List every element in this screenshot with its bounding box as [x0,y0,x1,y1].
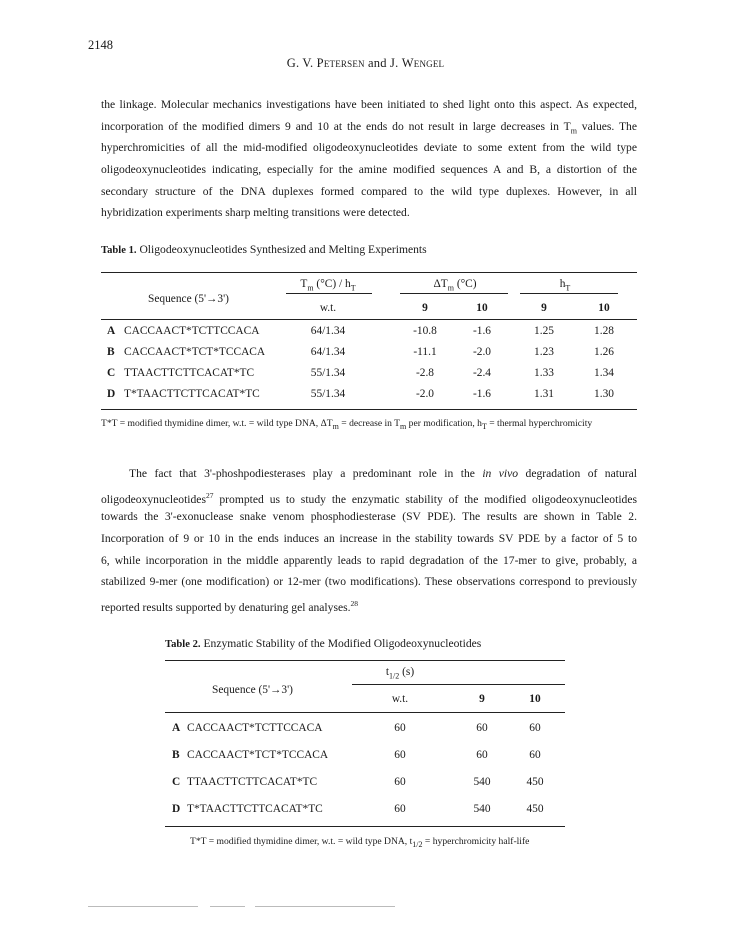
text-span: reported results supported by denaturing gel analyses. [101,600,351,614]
table-2-top-rule [165,660,565,661]
scan-artifact-line [88,906,198,907]
row-id: A [107,325,116,337]
table-2-bottom-rule [165,826,565,827]
row-sequence: CACCAACT*TCTTCCACA [187,722,323,734]
text-line [101,485,637,507]
text-span: values. The [576,119,637,133]
table-1-ht-header [525,278,605,292]
cell-dtm-10: -1.6 [472,388,492,400]
table-1-col-9: 9 [422,302,428,314]
table-1-top-rule [101,272,637,273]
header-text: ΔT [433,278,448,290]
cell-tm: 55/1.34 [310,388,346,400]
table-title: Enzymatic Stability of the Modified Oligodeoxynucleotides [203,637,482,650]
note-text: = hyperchromicity half-life [422,836,530,847]
cell-wt: 60 [394,749,406,761]
table-1-col-wt: w.t. [319,302,337,314]
row-id: C [172,776,181,788]
header-text: (°C) [453,278,477,290]
header-text: (s) [399,666,415,678]
subscript: 1/2 [412,839,423,849]
page-number: 2148 [88,38,113,52]
text-line: oligodeoxynucleotides indicating, especially for the amine modified sequences A and B, a distortion of the [101,163,637,177]
header-text: (°C) / h [313,278,351,290]
row-id: B [172,749,180,761]
cell-dtm-9: -2.8 [415,367,435,379]
cell-dtm-9: -2.0 [415,388,435,400]
subscript: m [400,421,407,431]
cell-h-9: 1.31 [534,388,554,400]
table-1-tm-header [285,278,371,292]
subscript: m [447,283,454,293]
reference-superscript: 28 [350,599,359,609]
cell-h-10: 1.26 [594,346,614,358]
text-line [101,463,637,485]
cell-tm: 55/1.34 [310,367,346,379]
cell-dtm-10: -2.4 [472,367,492,379]
row-id: D [172,803,181,815]
table-2-span-rule [352,684,565,685]
note-text: T*T = modified thymidine dimer, w.t. = wild type DNA, t [190,836,413,847]
table-title: Oligodeoxynucleotides Synthesized and Melting Experiments [139,243,427,256]
table-1-col-10: 10 [598,302,610,314]
table-label: Table 1. [101,245,137,256]
text-line: hyperchromicities of all the mid-modified oligodeoxynucleotides deviate to some extent from the wild type [101,141,637,155]
table-2-col-10: 10 [529,693,541,705]
subscript: m [332,421,339,431]
cell-9: 540 [473,803,491,815]
cell-dtm-10: -2.0 [472,346,492,358]
cell-10: 450 [526,803,544,815]
header-text: t [385,666,390,678]
text-line: secondary structure of the DNA duplexes formed compared to the wild type duplexes. However, in all [101,184,637,198]
note-text: = decrease in T [338,418,401,429]
note-text: per modification, h [406,418,482,429]
cell-h-10: 1.34 [594,367,614,379]
subscript: m [570,126,577,135]
cell-dtm-9: -10.8 [413,325,437,337]
table-1-caption [101,243,427,256]
row-id: B [107,346,115,358]
text-line: towards the 3'-exonuclease snake venom phosphodiesterase (SV PDE). The results are shown in Table 2. [101,510,637,524]
text-line: stabilized 9-mer (one modification) or 12-mer (two modifications). These observations correspond to previously [101,575,637,589]
row-sequence: CACCAACT*TCT*TCCACA [124,346,266,358]
table-1-col-9: 9 [541,302,547,314]
row-sequence: TTAACTTCTTCACAT*TC [124,367,255,379]
table-2-caption [165,637,481,650]
text-span: degradation of natural [518,467,637,480]
author-1: Petersen [316,56,365,70]
table-1-span-rule [400,293,508,294]
row-id: D [107,388,116,400]
cell-9: 540 [473,776,491,788]
text-line: Incorporation of 9 or 10 in the ends induces an increase in the stability towards SV PDE by a factor of 5 to [101,532,637,546]
text-line [101,593,637,615]
cell-h-9: 1.23 [534,346,554,358]
row-sequence: CACCAACT*TCTTCCACA [124,325,260,337]
table-1-span-rule [520,293,618,294]
header-text: h [559,278,566,290]
row-sequence: T*TAACTTCTTCACAT*TC [124,388,260,400]
paragraph-2 [101,463,637,615]
cell-9: 60 [476,749,488,761]
text-span: oligodeoxynucleotides [101,492,206,506]
cell-tm: 64/1.34 [310,325,346,337]
cell-wt: 60 [394,722,406,734]
table-1-sequence-header: Sequence (5'→3') [148,293,229,305]
subscript: 1/2 [389,671,400,681]
subscript: m [307,283,314,293]
cell-h-10: 1.28 [594,325,614,337]
table-2-col-wt: w.t. [391,693,409,705]
row-id: C [107,367,116,379]
table-1-header-rule [101,319,637,320]
cell-h-9: 1.25 [534,325,554,337]
text-span: incorporation of the modified dimers 9 and 10 at the ends do not result in large decreases in T [101,119,571,133]
table-2-footnote [190,836,529,849]
text-span: prompted us to study the enzymatic stability of the modified oligodeoxynucleotides [213,492,637,506]
italic-text: in vivo [482,467,519,480]
paragraph-1 [101,94,637,224]
running-head [0,56,731,71]
cell-9: 60 [476,722,488,734]
table-2-col-9: 9 [479,693,485,705]
cell-dtm-9: -11.1 [413,346,437,358]
row-sequence: TTAACTTCTTCACAT*TC [187,776,318,788]
cell-10: 60 [529,749,541,761]
text-span: The fact that 3'-phoshpodiesterases play a predominant role in the [129,467,483,480]
cell-dtm-10: -1.6 [472,325,492,337]
table-1-span-rule [286,293,372,294]
author-2: Wengel [401,56,445,70]
table-2-half-life-header [360,666,440,680]
running-head-and: and J. [364,56,402,70]
table-1-footnote [101,418,592,431]
row-sequence: T*TAACTTCTTCACAT*TC [187,803,323,815]
table-2-header-rule [165,712,565,713]
cell-10: 450 [526,776,544,788]
reference-superscript: 27 [205,490,214,500]
scan-artifact-line [210,906,245,907]
cell-h-10: 1.30 [594,388,614,400]
table-2-sequence-header: Sequence (5'→3') [212,684,293,696]
row-id: A [172,722,181,734]
cell-h-9: 1.33 [534,367,554,379]
subscript: T [481,421,487,431]
cell-tm: 64/1.34 [310,346,346,358]
table-1-delta-tm-header [395,278,515,292]
table-label: Table 2. [165,639,201,650]
note-text: T*T = modified thymidine dimer, w.t. = wild type DNA, ΔT [101,418,333,429]
text-line: the linkage. Molecular mechanics investigations have been initiated to shed light onto this aspect. As expected, [101,98,637,111]
scan-artifact-line [255,906,395,907]
table-1-bottom-rule [101,409,637,410]
subscript: T [565,283,571,293]
row-sequence: CACCAACT*TCT*TCCACA [187,749,329,761]
cell-wt: 60 [394,776,406,788]
table-1-col-10: 10 [476,302,488,314]
subscript: T [350,283,356,293]
text-line: hybridization experiments sharp melting transitions were detected. [101,206,410,220]
cell-wt: 60 [394,803,406,815]
note-text: = thermal hyperchromicity [486,418,593,429]
cell-10: 60 [529,722,541,734]
running-head-initials: G. V. [286,56,317,70]
text-line [101,116,637,138]
text-line: 6, while incorporation in the middle apparently leads to rapid degradation of the 17-mer to give, probably, a [101,553,637,567]
header-text: T [300,278,308,290]
